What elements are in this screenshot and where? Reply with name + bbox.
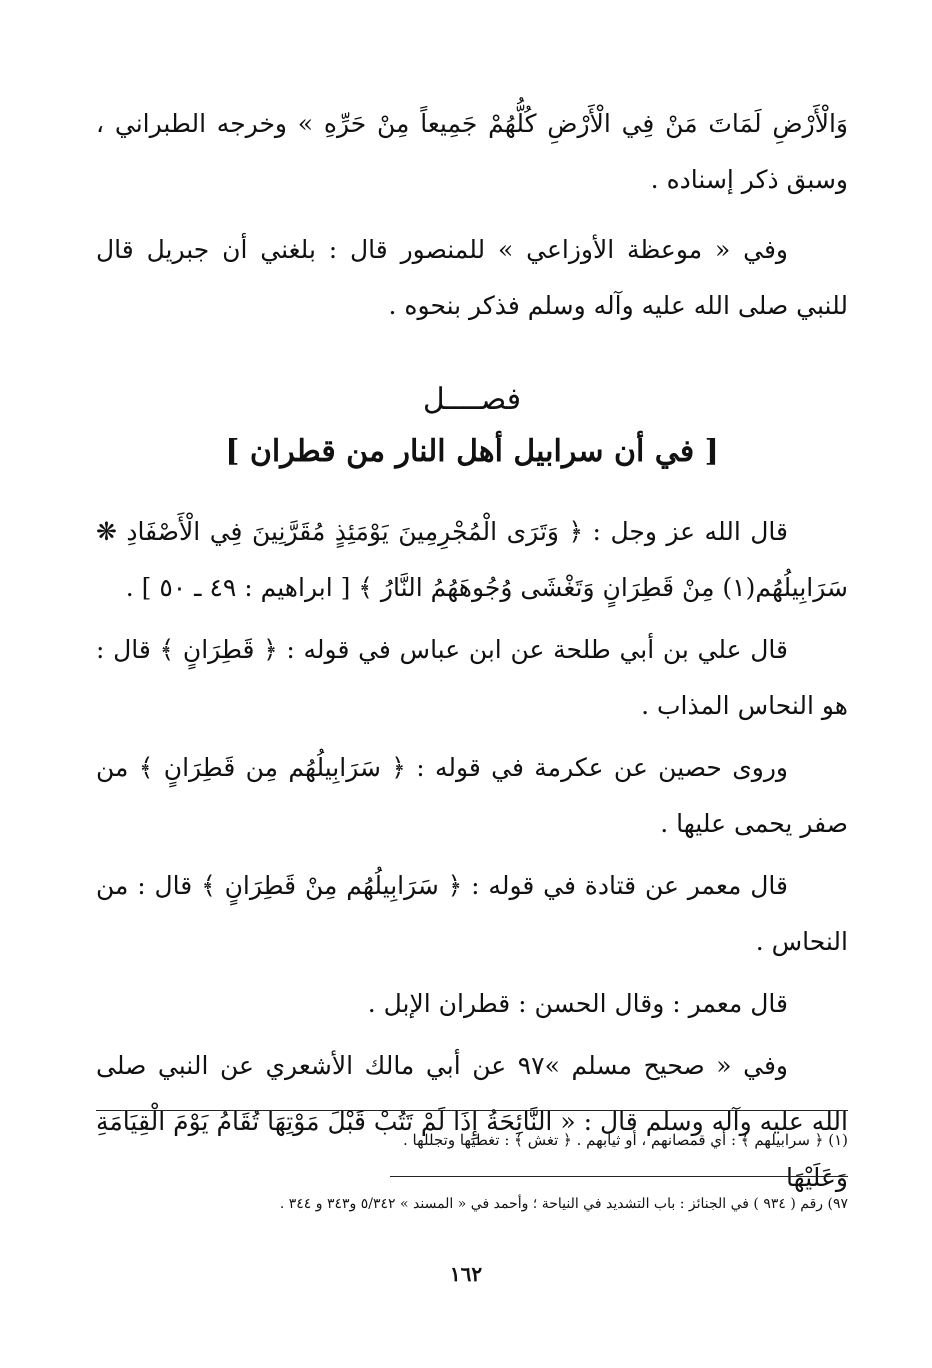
section-title: [ في أن سرابيل أهل النار من قطران ] (225, 434, 719, 469)
paragraph-verse: قال الله عز وجل : ﴿ وَتَرَى الْمُجْرِمِينَ يَوْمَئِذٍ مُقَرَّنِينَ فِي الْأَصْفَادِ ❋ سَرَابِيلُهُم(١) مِنْ قَطِرَانٍ وَتَغْشَى وُجُوهَهُمُ النَّارُ ﴾ [ ابراهيم : ٤٩ ـ ٥٠ ] . (96, 517, 848, 602)
paragraph-awzai: وفي « موعظة الأوزاعي » للمنصور قال : بلغني أن جبريل قال للنبي صلى الله عليه وآله وسلم فذكر بنحوه . (96, 235, 848, 320)
paragraph-ikrima: وروى حصين عن عكرمة في قوله : ﴿ سَرَابِيلُهُم مِن قَطِرَانٍ ﴾ من صفر يحمى عليها . (96, 753, 848, 838)
footnote-97: ٩٧) رقم ( ٩٣٤ ) في الجنائز : باب التشديد في النياحة ؛ وأحمد في « المسند » ٥/٣٤٢ و٣٤٣ و ٣٤٤ . (279, 1196, 848, 1212)
paragraph-qatada: قال معمر عن قتادة في قوله : ﴿ سَرَابِيلُهُم مِنْ قَطِرَانٍ ﴾ قال : من النحاس . (96, 871, 848, 956)
paragraph-continuation: وَالْأَرْضِ لَمَاتَ مَنْ فِي الْأَرْضِ كُلُّهُمْ جَمِيعاً مِنْ حَرِّهِ » وخرجه الطبراني ، وسبق ذكر إسناده . (96, 109, 848, 194)
footnote-divider (96, 1110, 848, 1111)
paragraph-ibn-abbas: قال علي بن أبي طلحة عن ابن عباس في قوله : ﴿ قَطِرَانٍ ﴾ قال : هو النحاس المذاب . (96, 635, 848, 720)
paragraph-muslim: وفي « صحيح مسلم »٩٧ عن أبي مالك الأشعري عن النبي صلى الله عليه وآله وسلم قال : « النَّائِحَةُ إِذَا لَمْ تَتُبْ قَبْلَ مَوْتِهَا تُقَامُ يَوْمَ الْقِيَامَةِ وَعَلَيْهَا (96, 1051, 848, 1192)
page-body (96, 96, 848, 1206)
section-heading (96, 374, 848, 478)
section-label: فصــــل (422, 382, 522, 417)
footnote-divider-secondary (390, 1176, 848, 1177)
page-number: ١٦٢ (449, 1262, 483, 1286)
footnote-1: (١) ﴿ سرابيلهم ﴾ : أي قمصانهم ، أو ثيابهم . ﴿ تغش ﴾ : تغطيها وتجللها . (403, 1131, 848, 1149)
paragraph-hasan: قال معمر : وقال الحسن : قطران الإبل . (367, 989, 788, 1018)
